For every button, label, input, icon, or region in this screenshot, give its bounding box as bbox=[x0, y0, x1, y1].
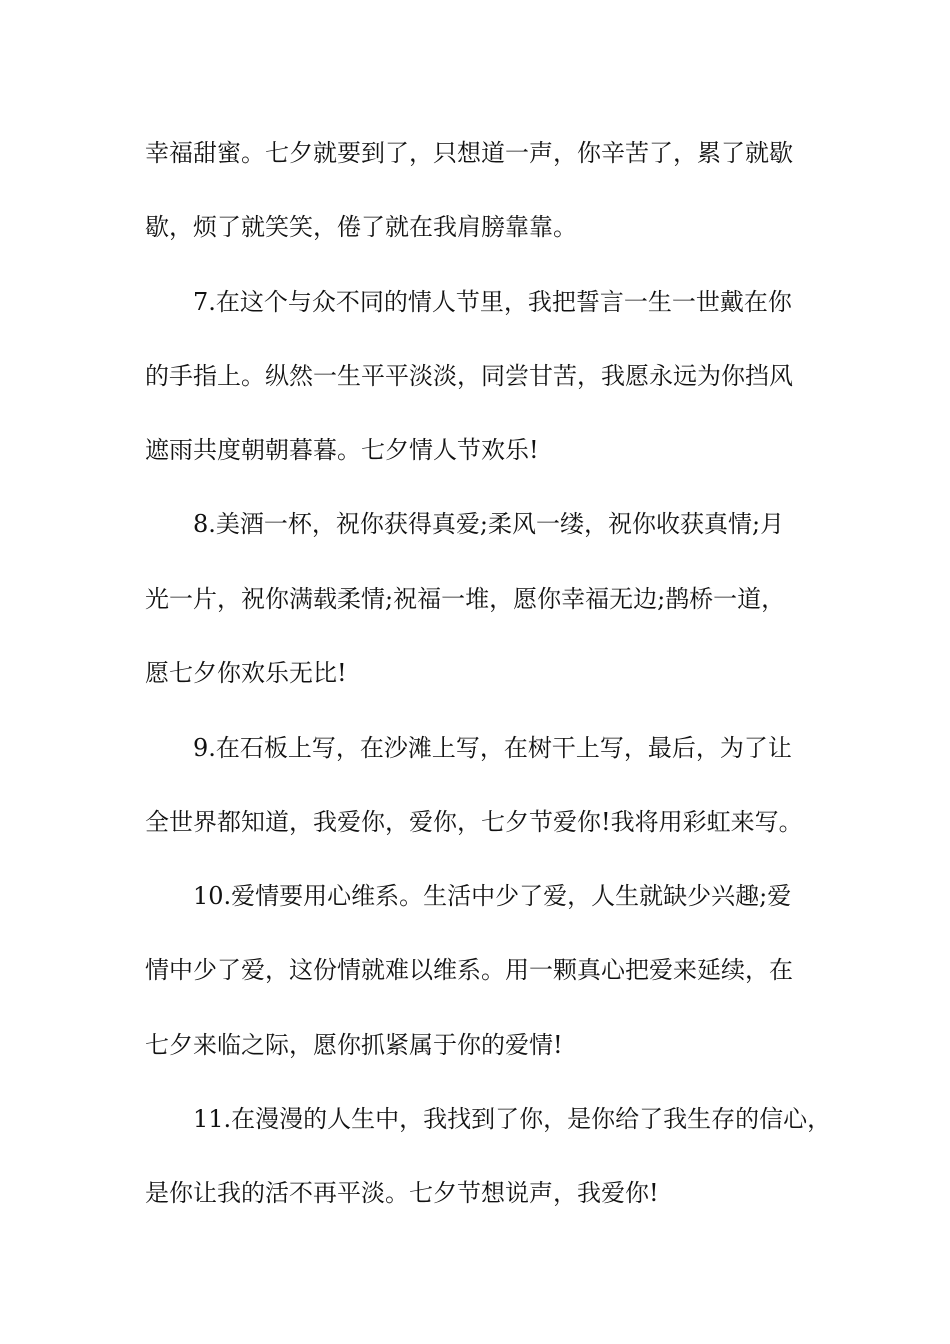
paragraph-start-line: 9.在石板上写，在沙滩上写，在树干上写，最后，为了让 bbox=[193, 734, 792, 762]
text-line: 是你让我的活不再平淡。七夕节想说声，我爱你! bbox=[145, 1179, 659, 1207]
text-line: 全世界都知道，我爱你，爱你，七夕节爱你!我将用彩虹来写。 bbox=[145, 808, 803, 836]
text-line: 情中少了爱，这份情就难以维系。用一颗真心把爱来延续，在 bbox=[145, 956, 793, 984]
text-line: 的手指上。纵然一生平平淡淡，同尝甘苦，我愿永远为你挡风 bbox=[145, 362, 793, 390]
paragraph-start-line: 8.美酒一杯，祝你获得真爱;柔风一缕，祝你收获真情;月 bbox=[193, 510, 785, 538]
text-line: 遮雨共度朝朝暮暮。七夕情人节欢乐! bbox=[145, 436, 539, 464]
paragraph-start-line: 7.在这个与众不同的情人节里，我把誓言一生一世戴在你 bbox=[193, 288, 792, 316]
text-line: 愿七夕你欢乐无比! bbox=[145, 659, 347, 687]
paragraph-start-line: 11.在漫漫的人生中，我找到了你，是你给了我生存的信心， bbox=[193, 1105, 832, 1133]
paragraph-start-line: 10.爱情要用心维系。生活中少了爱，人生就缺少兴趣;爱 bbox=[193, 882, 792, 910]
text-line: 幸福甜蜜。七夕就要到了，只想道一声，你辛苦了，累了就歇 bbox=[145, 139, 793, 167]
text-line: 七夕来临之际，愿你抓紧属于你的爱情! bbox=[145, 1031, 563, 1059]
text-line: 光一片，祝你满载柔情;祝福一堆，愿你幸福无边;鹊桥一道， bbox=[145, 585, 786, 613]
text-line: 歇，烦了就笑笑，倦了就在我肩膀靠靠。 bbox=[145, 213, 577, 241]
